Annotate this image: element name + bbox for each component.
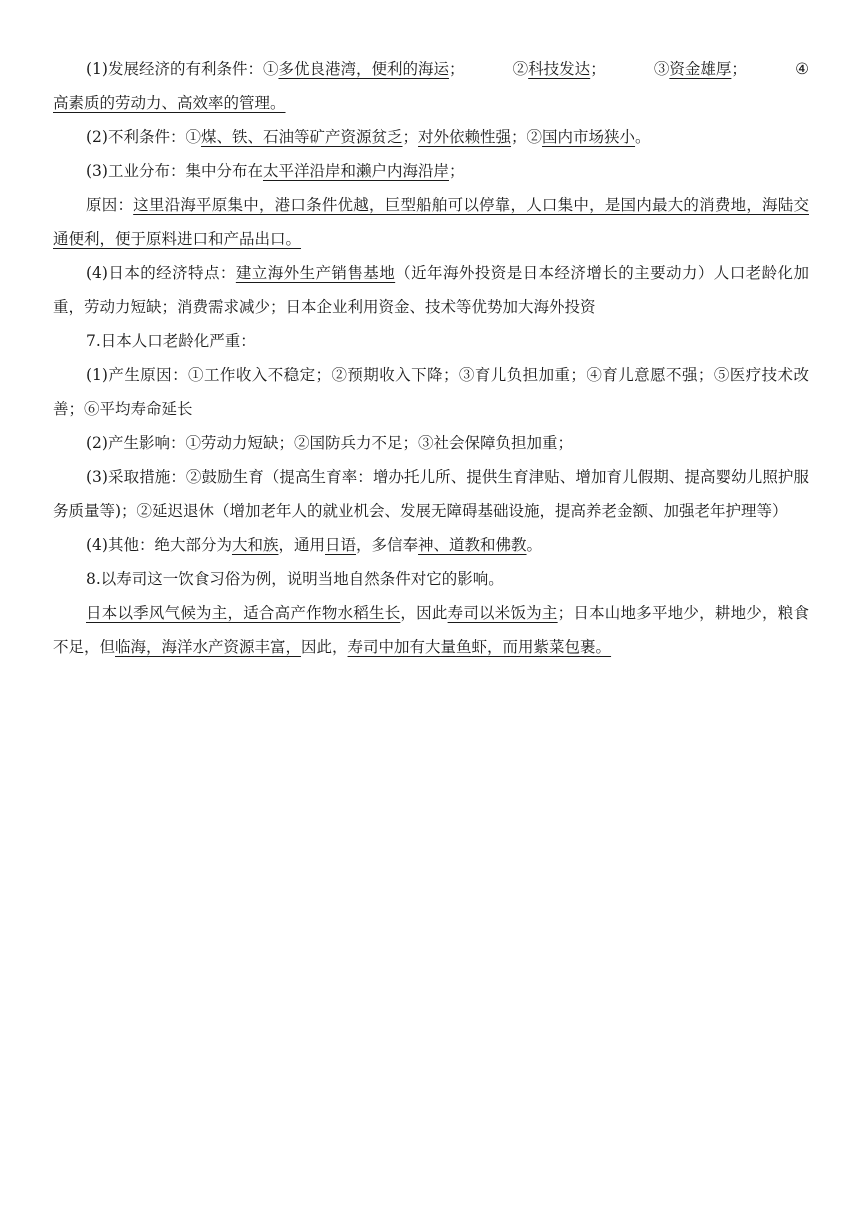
- answer-text: 这里沿海平原集中，港口条件优越，巨型船舶可以停靠，人口集中，是国内最大的消费地，海陆交通便利，便于原料进口和产品出口。: [53, 196, 809, 248]
- separator: ；②: [511, 128, 543, 146]
- answer-text: 对外依赖性强: [418, 128, 512, 146]
- economic-features-paragraph: [53, 256, 809, 324]
- answer-text: 资金雄厚: [669, 60, 732, 78]
- sushi-question-heading: 8.以寿司这一饮食习俗为例，说明当地自然条件对它的影响。: [86, 570, 504, 588]
- item-number: ③: [653, 60, 670, 78]
- answer-text: 寿司中加有大量鱼虾，而用紫菜包裹。: [347, 638, 612, 656]
- body-text: （近年海外投资是日本经济增长的主要动力）人口老龄化加重，劳动力短缺；消费需求减少；日本企业利用资金、技术等优势加大海外投资: [53, 264, 809, 316]
- item-label: (4)日本的经济特点：: [86, 264, 236, 282]
- aging-effects-paragraph: (2)产生影响：①劳动力短缺；②国防兵力不足；③社会保障负担加重；: [86, 434, 573, 452]
- body-text: 因此，: [301, 638, 348, 656]
- other-facts-paragraph: [53, 528, 809, 562]
- body-text: ，因此: [400, 604, 448, 622]
- answer-text: 建立海外生产销售基地: [235, 264, 396, 282]
- separator: ，通用: [278, 536, 325, 554]
- favorable-conditions-line-2: [53, 86, 809, 120]
- answer-text: 大和族: [231, 536, 279, 554]
- item-label: (3)工业分布：集中分布在: [86, 162, 263, 180]
- answer-text: 寿司以米饭为主: [447, 604, 558, 622]
- answer-text: 太平洋沿岸和濑户内海沿岸: [262, 162, 449, 180]
- aging-measures-paragraph: (3)采取措施：②鼓励生育（提高生育率：增办托儿所、提供生育津贴、增加育儿假期、提高婴幼儿照护服务质量等)；②延迟退休（增加老年人的就业机会、发展无障碍基础设施，提高养老金额、加强老年护理等）: [53, 468, 809, 520]
- answer-text: 高素质的劳动力、高效率的管理。: [53, 94, 286, 112]
- item-label: (2)不利条件：①: [86, 128, 201, 146]
- separator: ，多信奉: [356, 536, 419, 554]
- answer-text: 临海，海洋水产资源丰富，: [115, 638, 302, 656]
- body-text: ；日本山地多平地少，耕地少，粮食不足，但: [53, 604, 809, 656]
- unfavorable-conditions-paragraph: [53, 120, 809, 154]
- answer-text: 神、道教和佛教: [418, 536, 527, 554]
- separator: 。: [635, 128, 651, 146]
- item-number: ②: [512, 60, 529, 78]
- answer-text: 科技发达: [528, 60, 591, 78]
- separator: ；: [448, 162, 465, 180]
- favorable-conditions-paragraph: [53, 52, 809, 120]
- answer-text: 日语: [325, 536, 357, 554]
- item-label: (1)发展经济的有利条件：①: [86, 60, 279, 78]
- separator: ；: [731, 60, 747, 78]
- item-label: 原因：: [86, 196, 134, 214]
- separator: 。: [526, 536, 543, 554]
- aging-causes-paragraph: (1)产生原因：①工作收入不稳定；②预期收入下降；③育儿负担加重；④育儿意愿不强；⑤医疗技术改善；⑥平均寿命延长: [53, 366, 809, 418]
- answer-text: 多优良港湾，便利的海运: [278, 60, 449, 78]
- answer-text: 日本以季风气候为主，适合高产作物水稻生长: [86, 604, 401, 622]
- aging-heading: 7.日本人口老龄化严重：: [86, 332, 256, 350]
- separator: ；: [448, 60, 465, 78]
- document-page: [53, 52, 809, 664]
- item-label: (4)其他：绝大部分为: [86, 536, 232, 554]
- answer-text: 煤、铁、石油等矿产资源贫乏: [200, 128, 403, 146]
- reason-paragraph: [53, 188, 809, 256]
- item-number: ④: [795, 60, 809, 78]
- separator: ；: [402, 128, 418, 146]
- sushi-answer-paragraph: [53, 596, 809, 664]
- answer-text: 国内市场狭小: [542, 128, 636, 146]
- separator: ；: [590, 60, 606, 78]
- favorable-conditions-line-1: [53, 52, 809, 86]
- industry-distribution-paragraph: [53, 154, 809, 188]
